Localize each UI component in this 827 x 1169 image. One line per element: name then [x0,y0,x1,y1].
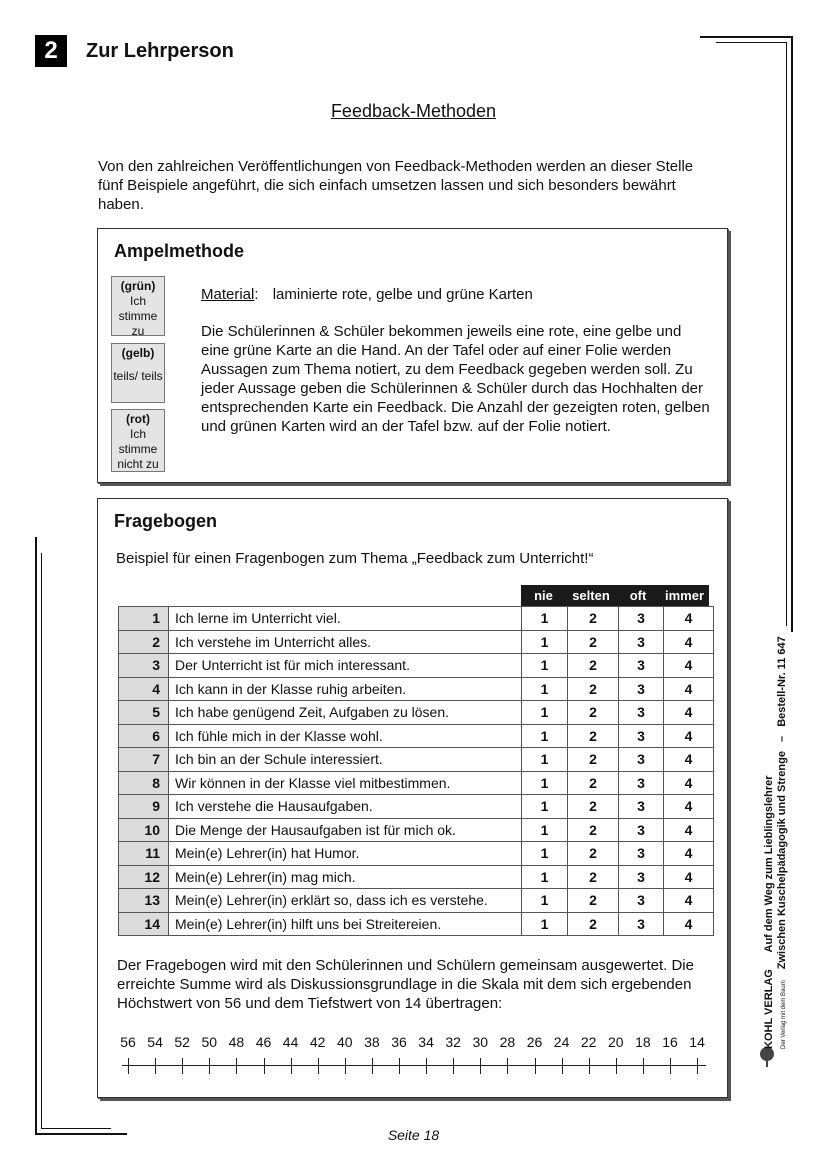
rating-option-nie[interactable]: 1 [522,771,568,795]
material-label: Material [201,286,255,303]
rating-option-immer[interactable]: 4 [664,654,714,678]
rating-option-immer[interactable]: 4 [664,701,714,725]
evaluation-text: Der Fragebogen wird mit den Schülerinnen und Schülern gemeinsam ausgewertet. Die erreichte Summe wird als Diskussionsgrundlage in die Skala mit dem sich ergebenden Höchstwert von 56 und dem Tiefstwert von 14 übertragen: [117,957,694,1012]
scale-label: 56 [120,1034,136,1050]
scale-label: 20 [608,1034,624,1050]
rating-option-selten[interactable]: 2 [568,889,619,913]
scale-label: 34 [418,1034,434,1050]
rating-option-oft[interactable]: 3 [619,818,664,842]
scale-label: 46 [255,1034,272,1050]
scale-label: 40 [337,1034,353,1050]
table-row [119,654,714,678]
rating-option-oft[interactable]: 3 [619,701,664,725]
scale-label: 38 [364,1034,380,1050]
tree-icon [756,1046,778,1068]
item-statement: Der Unterricht ist für mich interessant. [169,654,522,678]
rating-option-oft[interactable]: 3 [619,912,664,936]
item-statement: Wir können in der Klasse viel mitbestimmen. [169,771,522,795]
scale-header [521,585,709,606]
page-title: Feedback-Methoden [330,101,497,121]
scale-tick [209,1058,210,1074]
sidebar-book-title: Auf dem Weg zum Lieblingslehrer [763,775,775,953]
item-number: 2 [119,630,169,654]
scale-tick [453,1058,454,1074]
scale-tick [562,1058,563,1074]
sidebar-subtitle: Zwischen Kuschelpädagogik und Strenge [776,751,788,970]
rating-option-selten[interactable]: 2 [568,607,619,631]
scale-tick [589,1058,590,1074]
scale-label: 54 [147,1034,163,1050]
rating-option-immer[interactable]: 4 [664,795,714,819]
vote-card-green-text: Ich stimme zu [118,294,158,338]
rating-option-oft[interactable]: 3 [619,630,664,654]
rating-option-oft[interactable]: 3 [619,748,664,772]
scale-label: 26 [526,1034,543,1050]
item-statement: Ich kann in der Klasse ruhig arbeiten. [169,677,522,701]
rating-option-oft[interactable]: 3 [619,771,664,795]
item-number: 6 [119,724,169,748]
rating-option-nie[interactable]: 1 [522,842,568,866]
vote-card-yellow [111,343,165,403]
rating-option-selten[interactable]: 2 [568,724,619,748]
material-line [201,286,533,303]
sidebar-dash: – [776,735,788,742]
rating-option-immer[interactable]: 4 [664,607,714,631]
item-number: 12 [119,865,169,889]
vote-card-yellow-text: teils/ teils [113,369,163,383]
rating-option-nie[interactable]: 1 [522,818,568,842]
scale-label: 24 [553,1034,570,1050]
sidebar-slogan: Der Verlag mit dem Baum [781,980,787,1049]
rating-option-selten[interactable]: 2 [568,795,619,819]
item-number: 9 [119,795,169,819]
item-statement: Ich lerne im Unterricht viel. [169,607,522,631]
table-row [119,912,714,936]
vote-card-yellow-color: (gelb) [121,346,155,360]
rating-option-immer[interactable]: 4 [664,865,714,889]
item-statement: Mein(e) Lehrer(in) hilft uns bei Streitereien. [169,912,522,936]
frame-left-line [35,537,37,1135]
scale-label: 32 [445,1034,461,1050]
vote-card-red [111,409,165,472]
questionnaire-table [118,606,714,936]
table-row [119,724,714,748]
table-row [119,865,714,889]
rating-option-immer[interactable]: 4 [664,842,714,866]
scale-tick [345,1058,346,1074]
scale-label: 50 [201,1034,218,1050]
rating-option-selten[interactable]: 2 [568,771,619,795]
item-number: 10 [119,818,169,842]
ampel-description: Die Schülerinnen & Schüler bekommen jeweils eine rote, eine gelbe und eine grüne Karte an die Hand. An der Tafel oder auf einer Folie werden Aussagen zum Thema notiert, zu dem Feedback gegeben werden soll. Zu jeder Aussage geben die Schülerinnen & Schüler durch das Hochhalten der entsprechenden Karte ein Feedback. Die Anzahl der gezeigten roten, gelben und grünen Karten wird an der Tafel bzw. auf der Folie notiert. [201,323,710,435]
scale-header-immer: immer [664,588,705,603]
frame-right-line-inner [786,42,787,626]
scale-tick [616,1058,617,1074]
sidebar-order-number: Bestell-Nr. 11 647 [776,636,788,727]
scale-label: 14 [689,1034,705,1050]
table-row [119,701,714,725]
frame-top-line-inner [716,42,787,43]
scale-tick [480,1058,481,1074]
rating-option-oft[interactable]: 3 [619,795,664,819]
fragebogen-subtitle: Beispiel für einen Fragenbogen zum Thema „Feedback zum Unterricht!“ [116,550,594,567]
item-number: 11 [119,842,169,866]
item-statement: Mein(e) Lehrer(in) hat Humor. [169,842,522,866]
scale-tick [128,1058,129,1074]
sidebar-text [763,636,791,1049]
publisher-logo [756,1046,778,1068]
frame-right-line [791,36,793,632]
item-statement: Ich fühle mich in der Klasse wohl. [169,724,522,748]
item-number: 8 [119,771,169,795]
rating-option-selten[interactable]: 2 [568,654,619,678]
item-statement: Ich bin an der Schule interessiert. [169,748,522,772]
scale-tick [426,1058,427,1074]
rating-option-immer[interactable]: 4 [664,818,714,842]
rating-option-selten[interactable]: 2 [568,818,619,842]
scale-tick [372,1058,373,1074]
rating-option-immer[interactable]: 4 [664,630,714,654]
item-number: 5 [119,701,169,725]
rating-option-nie[interactable]: 1 [522,912,568,936]
rating-option-immer[interactable]: 4 [664,677,714,701]
rating-option-selten[interactable]: 2 [568,677,619,701]
rating-option-immer[interactable]: 4 [664,724,714,748]
item-statement: Die Menge der Hausaufgaben ist für mich ok. [169,818,522,842]
scale-label: 16 [662,1034,678,1050]
scale-header-oft: oft [629,588,647,603]
scale-tick [697,1058,698,1074]
item-number: 13 [119,889,169,913]
item-number: 4 [119,677,169,701]
table-row [119,677,714,701]
rating-option-immer[interactable]: 4 [664,912,714,936]
scale-tick [155,1058,156,1074]
scale-tick [318,1058,319,1074]
item-statement: Ich verstehe im Unterricht alles. [169,630,522,654]
publisher-sidebar [742,636,812,1090]
sidebar-publisher: KOHL VERLAG [763,969,775,1049]
scale-label: 18 [635,1034,651,1050]
frame-left-line-inner [41,553,42,1129]
chapter-number: 2 [35,35,67,67]
rating-option-oft[interactable]: 3 [619,677,664,701]
fragebogen-section [97,498,728,1098]
table-row [119,818,714,842]
scale-label: 52 [174,1034,190,1050]
rating-option-immer[interactable]: 4 [664,771,714,795]
rating-option-oft[interactable]: 3 [619,842,664,866]
intro-paragraph: Von den zahlreichen Veröffentlichungen von Feedback-Methoden werden an dieser Stelle fünf Beispiele angeführt, die sich einfach umsetzen lassen und sich besonders bewährt haben. [98,158,694,213]
scale-label: 48 [228,1034,245,1050]
scale-tick [643,1058,644,1074]
scale-label: 42 [309,1034,326,1050]
rating-option-nie[interactable]: 1 [522,654,568,678]
scale-tick [264,1058,265,1074]
rating-option-nie[interactable]: 1 [522,607,568,631]
table-row [119,771,714,795]
item-statement: Mein(e) Lehrer(in) mag mich. [169,865,522,889]
rating-option-nie[interactable]: 1 [522,795,568,819]
rating-option-selten[interactable]: 2 [568,842,619,866]
table-row [119,607,714,631]
rating-option-oft[interactable]: 3 [619,607,664,631]
item-number: 14 [119,912,169,936]
scale-label: 30 [472,1034,489,1050]
rating-option-oft[interactable]: 3 [619,865,664,889]
rating-option-nie[interactable]: 1 [522,677,568,701]
vote-card-red-text: Ich stimme nicht zu [117,427,159,471]
rating-option-selten[interactable]: 2 [568,865,619,889]
scale-tick [236,1058,237,1074]
scale-label: 28 [499,1034,516,1050]
material-colon: : [254,286,259,303]
rating-option-immer[interactable]: 4 [664,889,714,913]
item-number: 7 [119,748,169,772]
chapter-title: Zur Lehrperson [86,40,234,62]
material-text: laminierte rote, gelbe und grüne Karten [272,286,533,303]
table-row [119,889,714,913]
page-number: Seite 18 [387,1127,440,1143]
table-row [119,795,714,819]
vote-card-red-color: (rot) [126,412,150,426]
rating-option-nie[interactable]: 1 [522,630,568,654]
scale-label: 44 [282,1034,299,1050]
rating-option-oft[interactable]: 3 [619,724,664,748]
frame-top-line [700,36,793,38]
table-row [119,748,714,772]
rating-option-immer[interactable]: 4 [664,748,714,772]
ampel-section [97,228,728,483]
ampel-title: Ampelmethode [114,241,245,261]
rating-option-nie[interactable]: 1 [522,748,568,772]
rating-option-nie[interactable]: 1 [522,724,568,748]
scale-tick [182,1058,183,1074]
vote-card-green [111,276,165,336]
table-row [119,630,714,654]
rating-option-nie[interactable]: 1 [522,889,568,913]
scale-label: 36 [391,1034,407,1050]
rating-option-oft[interactable]: 3 [619,889,664,913]
rating-option-nie[interactable]: 1 [522,865,568,889]
table-row [119,842,714,866]
rating-option-oft[interactable]: 3 [619,654,664,678]
item-statement: Mein(e) Lehrer(in) erklärt so, dass ich es verstehe. [169,889,522,913]
scale-tick [399,1058,400,1074]
rating-option-nie[interactable]: 1 [522,701,568,725]
scale-header-selten: selten [572,588,610,603]
item-number: 1 [119,607,169,631]
rating-option-selten[interactable]: 2 [568,701,619,725]
item-statement: Ich habe genügend Zeit, Aufgaben zu lösen. [169,701,522,725]
item-number: 3 [119,654,169,678]
rating-option-selten[interactable]: 2 [568,630,619,654]
scale-label: 22 [580,1034,597,1050]
scale-header-nie: nie [534,588,553,603]
rating-option-selten[interactable]: 2 [568,748,619,772]
scale-tick [507,1058,508,1074]
rating-option-selten[interactable]: 2 [568,912,619,936]
scale-tick [535,1058,536,1074]
scale-tick [670,1058,671,1074]
item-statement: Ich verstehe die Hausaufgaben. [169,795,522,819]
vote-card-green-color: (grün) [120,279,156,293]
fragebogen-title: Fragebogen [114,511,218,531]
scale-tick [291,1058,292,1074]
